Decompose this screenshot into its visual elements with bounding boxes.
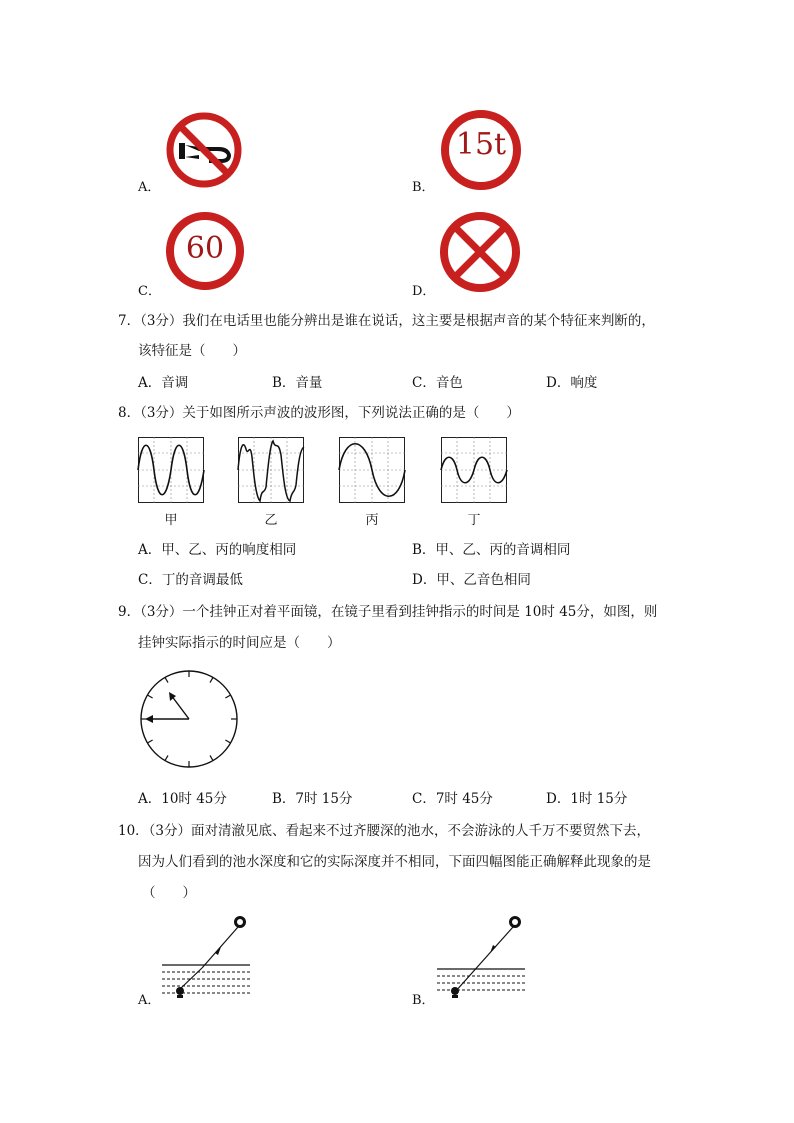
waveform-jia-figure <box>138 437 204 503</box>
q7-stem-line2: 该特征是（ ） <box>138 343 246 359</box>
q8-stem: 8．（3分）关于如图所示声波的波形图，下列说法正确的是（ ） <box>118 405 520 421</box>
q10-option-a-label: A． <box>138 993 161 1008</box>
wave-label-ding: 丁 <box>467 513 481 528</box>
weight-limit-sign-text: 15t <box>455 127 507 162</box>
q6-option-b-label: B． <box>412 180 435 195</box>
q6-option-c-label: C． <box>138 284 161 299</box>
waveform-yi-figure <box>238 437 304 503</box>
q7-option-d[interactable]: D．响度 <box>546 375 598 391</box>
q9-option-b[interactable]: B．7时 15分 <box>272 791 353 807</box>
q9-stem-line1: 9．（3分）一个挂钟正对着平面镜，在镜子里看到挂钟指示的时间是 10时 45分，如图，则 <box>118 604 658 620</box>
q8-option-a[interactable]: A．甲、乙、丙的响度相同 <box>138 542 297 558</box>
q8-option-b[interactable]: B．甲、乙、丙的音调相同 <box>412 542 571 558</box>
q10-stem-line2: 因为人们看到的池水深度和它的实际深度并不相同，下面四幅图能正确解释此现象的是 <box>138 854 651 870</box>
no-horn-sign-icon <box>165 111 243 189</box>
q7-stem-line1: 7．（3分）我们在电话里也能分辨出是谁在说话，这主要是根据声音的某个特征来判断的， <box>118 313 655 329</box>
q10-stem-line1: 10．（3分）面对清澈见底、看起来不过齐腰深的池水，不会游泳的人千万不要贸然下去， <box>118 823 651 839</box>
q7-option-a[interactable]: A．音调 <box>138 375 189 391</box>
q7-option-c[interactable]: C．音色 <box>412 375 463 391</box>
waveform-bing-figure <box>339 437 405 503</box>
no-stopping-sign-icon <box>439 211 521 293</box>
waveform-ding-figure <box>441 437 507 503</box>
speed-limit-sign-text: 60 <box>185 231 225 266</box>
q7-option-b[interactable]: B．音量 <box>272 375 323 391</box>
wave-label-jia: 甲 <box>164 513 178 528</box>
q6-option-a-label: A． <box>138 180 161 195</box>
q6-option-d-label: D． <box>412 284 436 299</box>
mirror-clock-figure <box>139 669 239 769</box>
wave-label-yi: 乙 <box>264 513 278 528</box>
q8-option-c[interactable]: C．丁的音调最低 <box>138 572 243 588</box>
refraction-diagram-a-figure <box>160 913 252 1001</box>
q9-option-a[interactable]: A．10时 45分 <box>138 791 227 807</box>
q10-stem-line3: （ ） <box>142 885 196 901</box>
q10-option-b-label: B． <box>412 993 435 1008</box>
q8-option-d[interactable]: D．甲、乙音色相同 <box>412 572 531 588</box>
q9-option-d[interactable]: D．1时 15分 <box>546 791 628 807</box>
wave-label-bing: 丙 <box>365 513 379 528</box>
q9-stem-line2: 挂钟实际指示的时间应是（ ） <box>138 635 341 651</box>
q9-option-c[interactable]: C．7时 45分 <box>412 791 493 807</box>
refraction-diagram-b-figure <box>435 913 527 1001</box>
